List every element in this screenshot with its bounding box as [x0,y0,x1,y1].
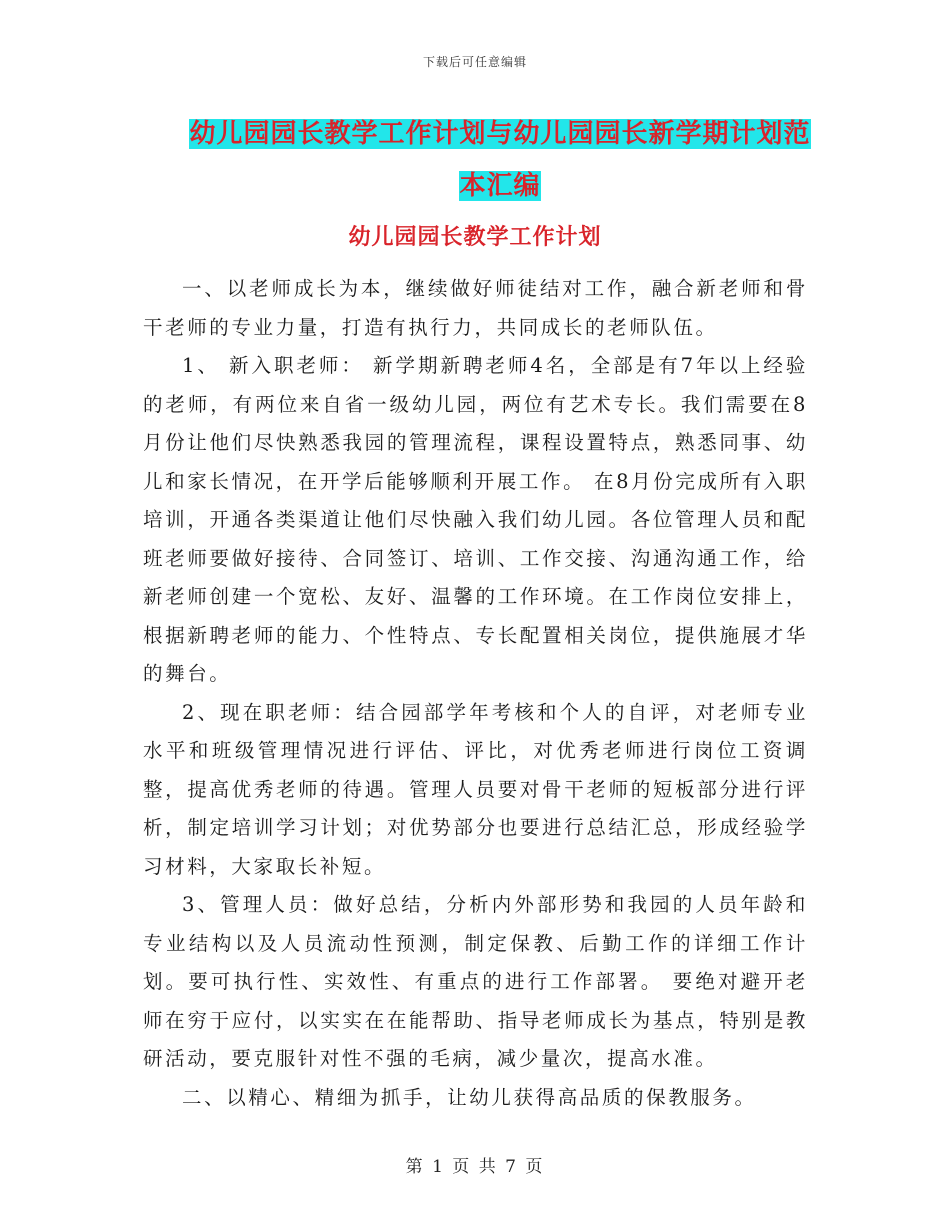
paragraph-2: 1、 新入职老师： 新学期新聘老师4名，全部是有7年以上经验的老师，有两位来自省一级幼儿园，两位有艺术专长。我们需要在8月份让他们尽快熟悉我园的管理流程，课程设置特点，熟悉同事、幼儿和家长情况，在开学后能够顺利开展工作。 在8月份完成所有入职培训，开通各类渠道让他们尽快融入我们幼儿园。各位管理人员和配班老师要做好接待、合同签订、培训、工作交接、沟通沟通工作，给新老师创建一个宽松、友好、温馨的工作环境。在工作岗位安排上，根据新聘老师的能力、个性特点、专长配置相关岗位，提供施展才华的舞台。 [143,354,808,685]
document-body [143,270,808,1117]
paragraph-5: 二、以精心、精细为抓手，让幼儿获得高品质的保教服务。 [182,1085,757,1109]
paragraph-3: 2、现在职老师：结合园部学年考核和个人的自评，对老师专业水平和班级管理情况进行评估、评比，对优秀老师进行岗位工资调整，提高优秀老师的待遇。管理人员要对骨干老师的短板部分进行评析，制定培训学习计划；对优势部分也要进行总结汇总，形成经验学习材料，大家取长补短。 [143,700,808,878]
section-title: 幼儿园园长教学工作计划 [348,224,602,250]
paragraph-4: 3、管理人员：做好总结，分析内外部形势和我园的人员年龄和专业结构以及人员流动性预测，制定保教、后勤工作的详细工作计划。要可执行性、实效性、有重点的进行工作部署。 要绝对避开老师在穷于应付，以实实在在能帮助、指导老师成长为基点，特别是教研活动，要克服针对性不强的毛病，减少量次，提高水准。 [143,893,808,1070]
document-title-line-2: 本汇编 [459,171,541,201]
page-footer: 第 1 页 共 7 页 [405,1157,545,1177]
header-note: 下载后可任意编辑 [422,55,527,69]
document-title-line-1: 幼儿园园长教学工作计划与幼儿园园长新学期计划范 [189,119,811,149]
paragraph-1: 一、以老师成长为本，继续做好师徒结对工作，融合新老师和骨干老师的专业力量，打造有执行力，共同成长的老师队伍。 [143,277,808,339]
document-title [140,108,860,212]
